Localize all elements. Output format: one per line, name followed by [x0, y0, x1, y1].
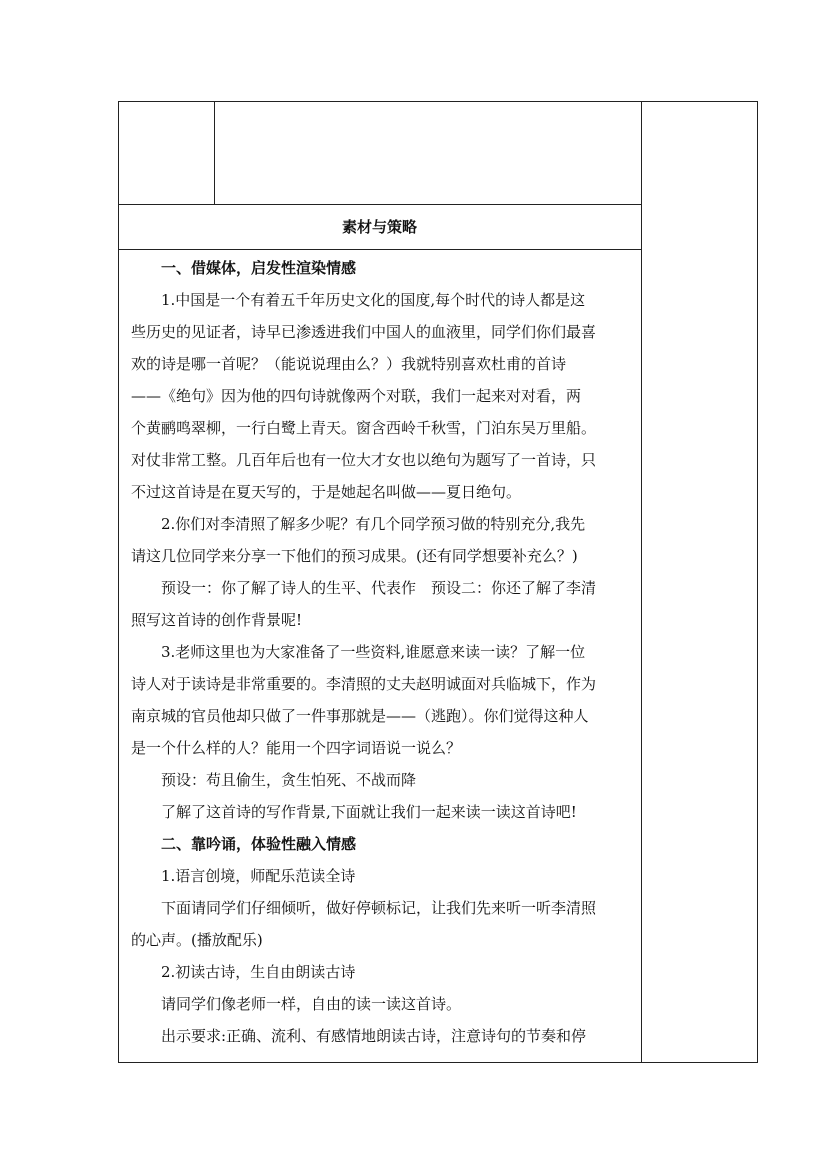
lesson-content [131, 252, 635, 1052]
paragraph-line: 预设：苟且偷生，贪生怕死、不战而降 [161, 771, 417, 789]
paragraph-line: 请同学们像老师一样，自由的读一读这首诗。 [161, 995, 462, 1013]
paragraph-line: 出示要求:正确、流利、有感情地朗读古诗，注意诗句的节奏和停 [161, 1027, 587, 1045]
paragraph-line: 是一个什么样的人？能用一个四字词语说一说么？ [131, 739, 462, 757]
paragraph-line: 些历史的见证者，诗早已渗透进我们中国人的血液里，同学们你们最喜 [131, 323, 597, 341]
paragraph-line: 2.你们对李清照了解多少呢？有几个同学预习做的特别充分,我先 [161, 515, 586, 533]
paragraph-line: 对仗非常工整。几百年后也有一位大才女也以绝句为题写了一首诗，只 [131, 451, 597, 469]
table-bottom-border [118, 1062, 758, 1063]
table-right-border [757, 101, 758, 1063]
paragraph-line: 照写这首诗的创作背景呢! [131, 611, 303, 629]
paragraph-line: 个黄鹂鸣翠柳，一行白鹭上青天。窗含西岭千秋雪，门泊东吴万里船。 [131, 419, 597, 437]
paragraph-line: 的心声。(播放配乐) [131, 931, 263, 949]
table-inner-column-divider [214, 101, 215, 205]
table-row1-divider [118, 204, 641, 205]
paragraph-line: 预设一：你了解了诗人的生平、代表作 预设二：你还了解了李清 [161, 579, 597, 597]
table-right-column-divider [641, 101, 642, 1063]
paragraph-line: 了解了这首诗的写作背景,下面就让我们一起来读一读这首诗吧! [161, 803, 577, 821]
paragraph-line: 不过这首诗是在夏天写的，于是她起名叫做——夏日绝句。 [131, 483, 522, 501]
paragraph-line: 欢的诗是哪一首呢？（能说说理由么？）我就特别喜欢杜甫的首诗 [131, 355, 567, 373]
paragraph-line: 南京城的官员他却只做了一件事那就是——（逃跑）。你们觉得这种人 [131, 707, 589, 725]
paragraph-line: 3.老师这里也为大家准备了一些资料,谁愿意来读一读？了解一位 [161, 643, 586, 661]
table-row2-divider [118, 249, 641, 250]
paragraph-line: ——《绝句》因为他的四句诗就像两个对联，我们一起来对对看，两 [131, 387, 582, 405]
section-title: 素材与策略 [341, 218, 417, 236]
section-heading: 二、靠吟诵，体验性融入情感 [161, 835, 357, 853]
paragraph-line: 请这几位同学来分享一下他们的预习成果。(还有同学想要补充么？) [131, 547, 578, 565]
section-heading: 一、借媒体，启发性渲染情感 [161, 259, 357, 277]
paragraph-line: 1.语言创境，师配乐范读全诗 [161, 867, 356, 885]
paragraph-line: 1.中国是一个有着五千年历史文化的国度,每个时代的诗人都是这 [161, 291, 586, 309]
paragraph-line: 诗人对于读诗是非常重要的。李清照的丈夫赵明诚面对兵临城下，作为 [131, 675, 597, 693]
paragraph-line: 2.初读古诗，生自由朗读古诗 [161, 963, 356, 981]
paragraph-line: 下面请同学们仔细倾听，做好停顿标记，让我们先来听一听李清照 [161, 899, 597, 917]
